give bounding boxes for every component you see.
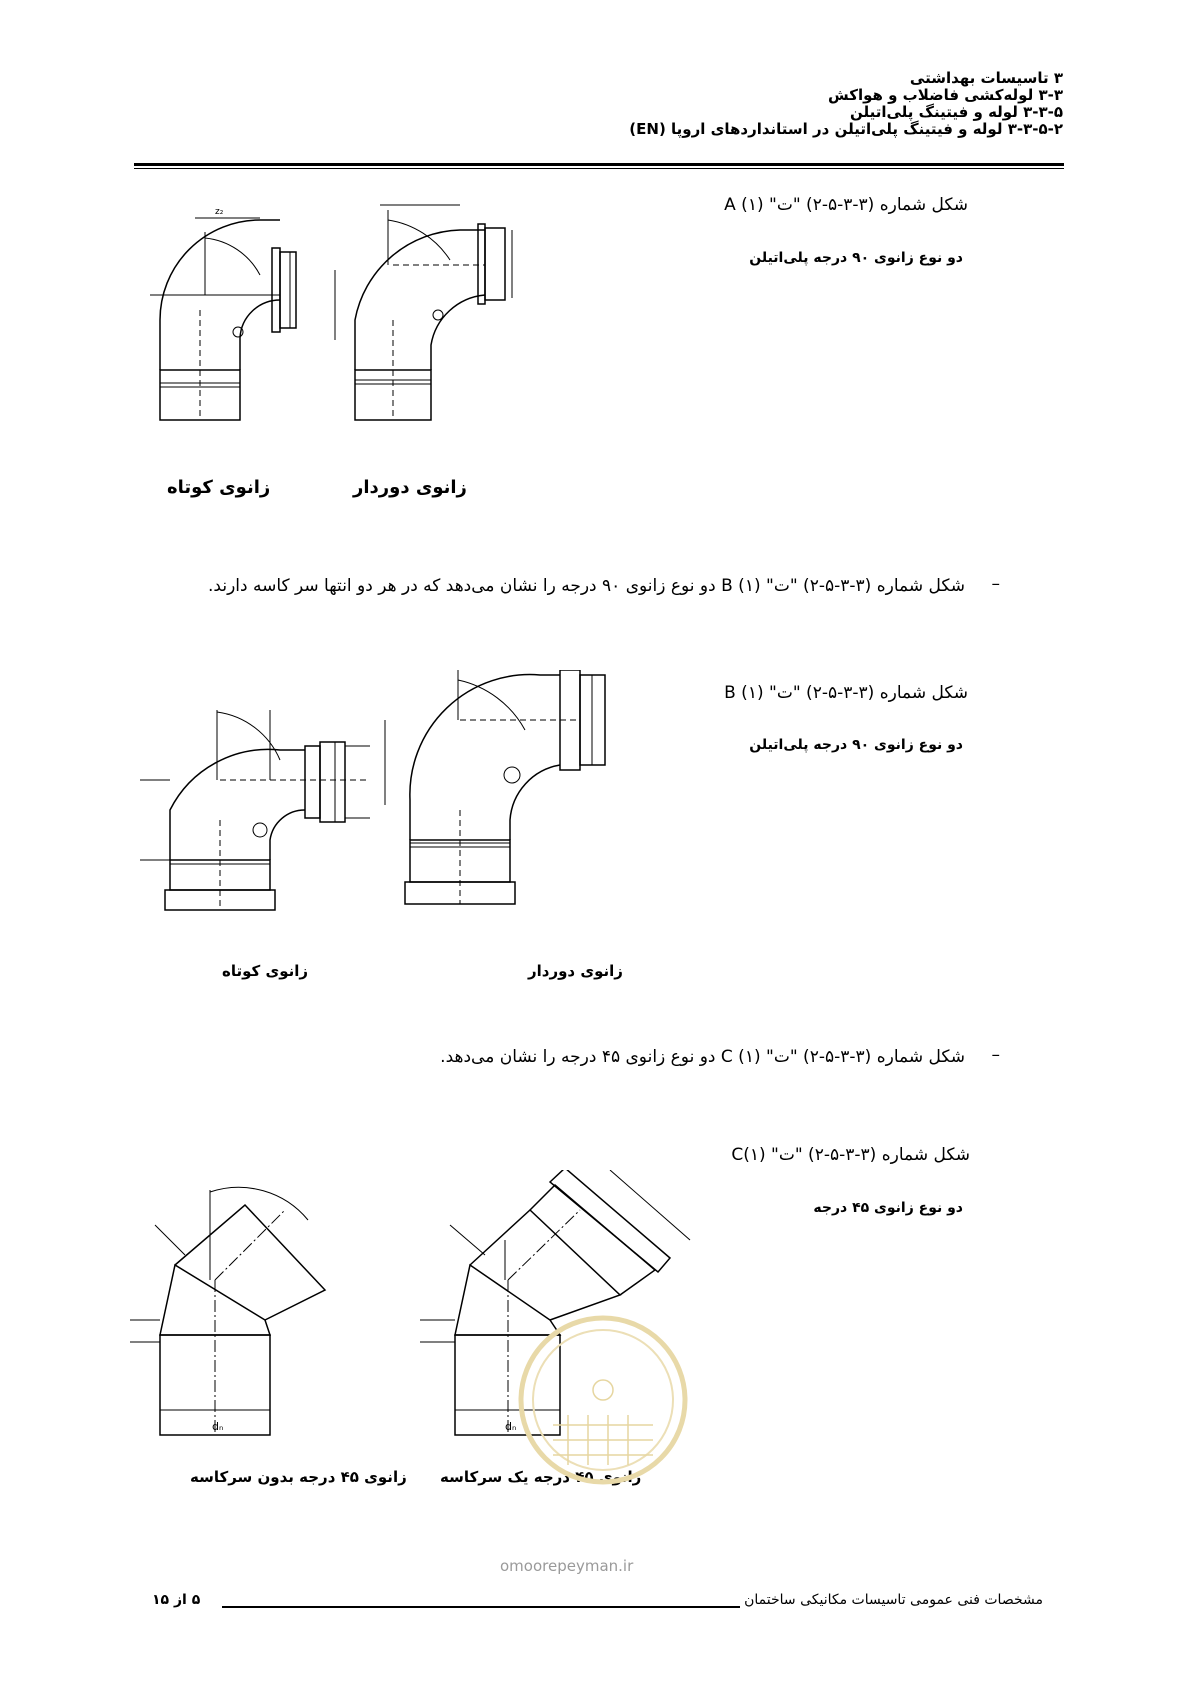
watermark-logo [508,1250,698,1550]
header-line-3: ۳-۳-۵ لوله و فیتینگ پلی‌اتیلن [849,103,1063,121]
header-line-2: ۳-۳ لوله‌کشی فاضلاب و هواکش [828,86,1063,104]
dn-label-2: dₙ [505,1420,517,1433]
dn-label-1: dₙ [212,1420,224,1433]
figure-b-label-short: زانوی کوتاه [222,962,309,980]
footer-page-number: ۵ از ۱۵ [152,1592,201,1608]
figure-c-caption: شکل شماره (۳-۳-۵-۲) "ت" (۱)C [731,1145,970,1165]
paragraph-figure-c-description: شکل شماره (۳-۳-۵-۲) "ت" (۱) C دو نوع زانوی ۴۵ درجه را نشان می‌دهد. [440,1047,965,1067]
figure-a-label-long: زانوی دوردار [353,477,467,498]
short-elbow-90-socketed [140,710,370,910]
elbow-45-no-socket [130,1187,325,1435]
header-rule-thin [134,168,1064,169]
figure-c-subtitle: دو نوع زانوی ۴۵ درجه [813,1200,963,1216]
bullet-dash-2: – [991,1045,1000,1065]
long-elbow-90-plain [335,205,512,420]
bullet-dash-1: – [991,574,1000,594]
figure-b-caption: شکل شماره (۳-۳-۵-۲) "ت" (۱) B [724,683,968,703]
header-line-1: ۳ تاسیسات بهداشتی [909,69,1063,87]
footer-title: مشخصات فنی عمومی تاسیسات مکانیکی ساختمان [744,1592,1043,1608]
figure-c-label-no-socket: زانوی ۴۵ درجه بدون سرکاسه [190,1468,407,1486]
figure-b-label-long: زانوی دوردار [528,962,623,980]
short-elbow-90-plain [150,207,296,420]
figure-b-subtitle: دو نوع زانوی ۹۰ درجه پلی‌اتیلن [749,737,963,753]
figure-a-label-short: زانوی کوتاه [167,477,271,498]
watermark-site: omoorepeyman.ir [500,1557,634,1575]
figure-a-caption: شکل شماره (۳-۳-۵-۲) "ت" (۱) A [724,195,968,215]
header-rule-thick [134,163,1064,166]
header-line-4: ۳-۳-۵-۲ لوله و فیتینگ پلی‌اتیلن در استانداردهای اروپا (EN) [629,120,1063,138]
footer-rule [222,1606,740,1608]
figure-a-drawing [140,200,580,430]
document-header [363,70,1063,138]
paragraph-figure-b-description: شکل شماره (۳-۳-۵-۲) "ت" (۱) B دو نوع زانوی ۹۰ درجه را نشان می‌دهد که در هر دو انتها سر کاسه دارند. [208,576,965,596]
figure-b-drawing [140,670,700,930]
z2-label: z₂ [215,207,224,217]
figure-a-subtitle: دو نوع زانوی ۹۰ درجه پلی‌اتیلن [749,250,963,266]
figure-c-label-one-socket: زانوی ۴۵ درجه یک سرکاسه [440,1468,642,1486]
long-elbow-90-socketed [385,670,605,904]
